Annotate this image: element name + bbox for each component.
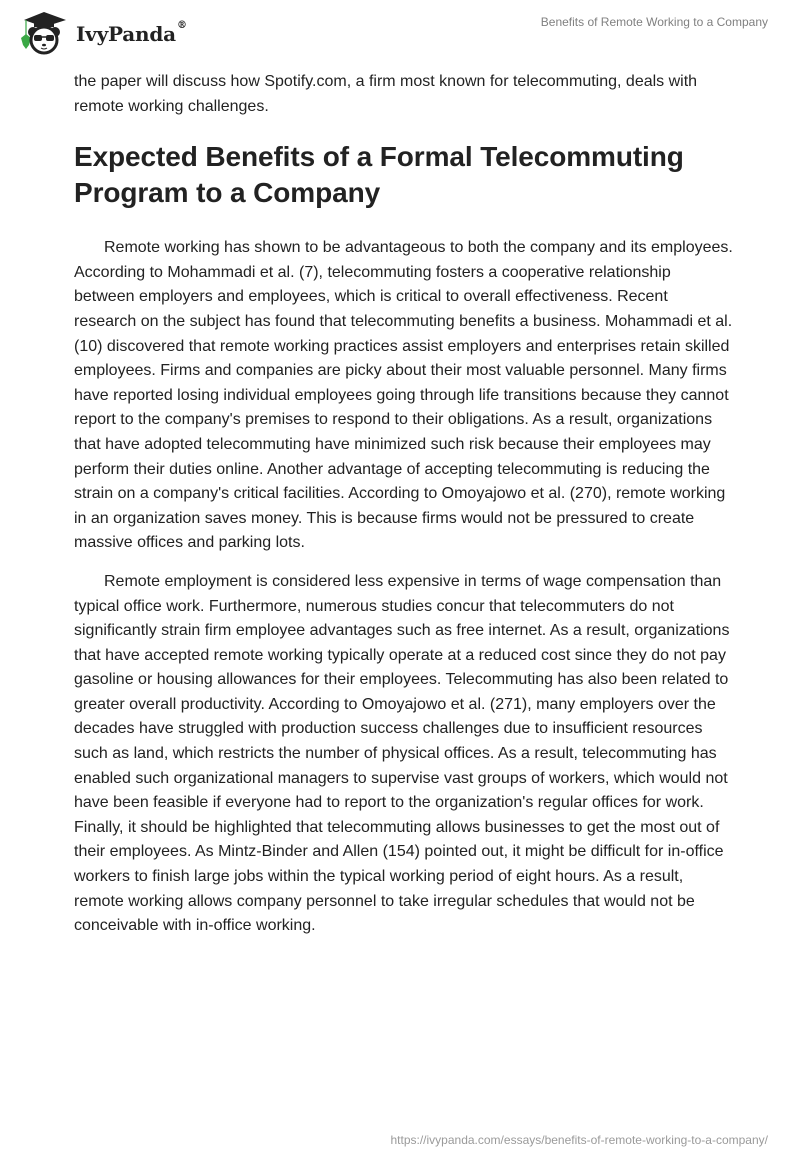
document-title: Benefits of Remote Working to a Company	[540, 15, 768, 29]
essay-content	[74, 70, 734, 939]
source-url[interactable]: https://ivypanda.com/essays/benefits-of-remote-working-to-a-company/	[390, 1133, 768, 1147]
ivypanda-logo[interactable]	[16, 8, 187, 56]
body-paragraph: Remote employment is considered less expensive in terms of wage compensation than typical office work. Furthermore, numerous studies concur that telecommuters do not significantly strain firm employee advantages such as free internet. As a result, organizations that have accepted remote working typically operate at a reduced cost since they do not pay gasoline or housing allowances for their employees. Telecommuting has also been related to greater overall productivity. According to Omoyajowo et al. (271), many employers over the decades have struggled with production success challenges due to insufficient resources such as land, which restricts the number of physical offices. As a result, telecommuting has enabled such organizational managers to supervise vast groups of workers, which would not have been feasible if everyone had to report to the organization's regular offices for work. Finally, it should be highlighted that telecommuting allows businesses to get the most out of their employees. As Mintz-Binder and Allen (154) pointed out, it might be difficult for in-office workers to finish large jobs within the typical working period of eight hours. As a result, remote working allows company personnel to take irregular schedules that would not be conceivable with in-office working.	[74, 572, 730, 935]
section-heading: Expected Benefits of a Formal Telecommuting Program to a Company	[74, 141, 684, 209]
body-paragraph: Remote working has shown to be advantageous to both the company and its employees. According to Mohammadi et al. (7), telecommuting fosters a cooperative relationship between employers and employees, which is critical to overall effectiveness. Recent research on the subject has found that telecommuting benefits a business. Mohammadi et al. (10) discovered that remote working practices assist employers and enterprises retain skilled employees. Firms and companies are picky about their most valuable personnel. Many firms have reported losing individual employees going through life transitions because they cannot report to the company's premises to respond to their obligations. As a result, organizations that have adopted telecommuting have minimized such risk because their employees may perform their duties online. Another advantage of accepting telecommuting is reducing the strain on a company's critical facilities. According to Omoyajowo et al. (270), remote working in an organization saves money. This is because firms would not be pressured to create massive offices and parking lots.	[74, 239, 733, 552]
registered-mark: ®	[176, 20, 187, 31]
page-header	[0, 0, 800, 60]
intro-fragment: the paper will discuss how Spotify.com, a firm most known for telecommuting, deals with remote working challenges.	[74, 73, 698, 115]
logo-text: IvyPanda®	[76, 20, 187, 46]
panda-graduate-icon	[16, 8, 72, 56]
